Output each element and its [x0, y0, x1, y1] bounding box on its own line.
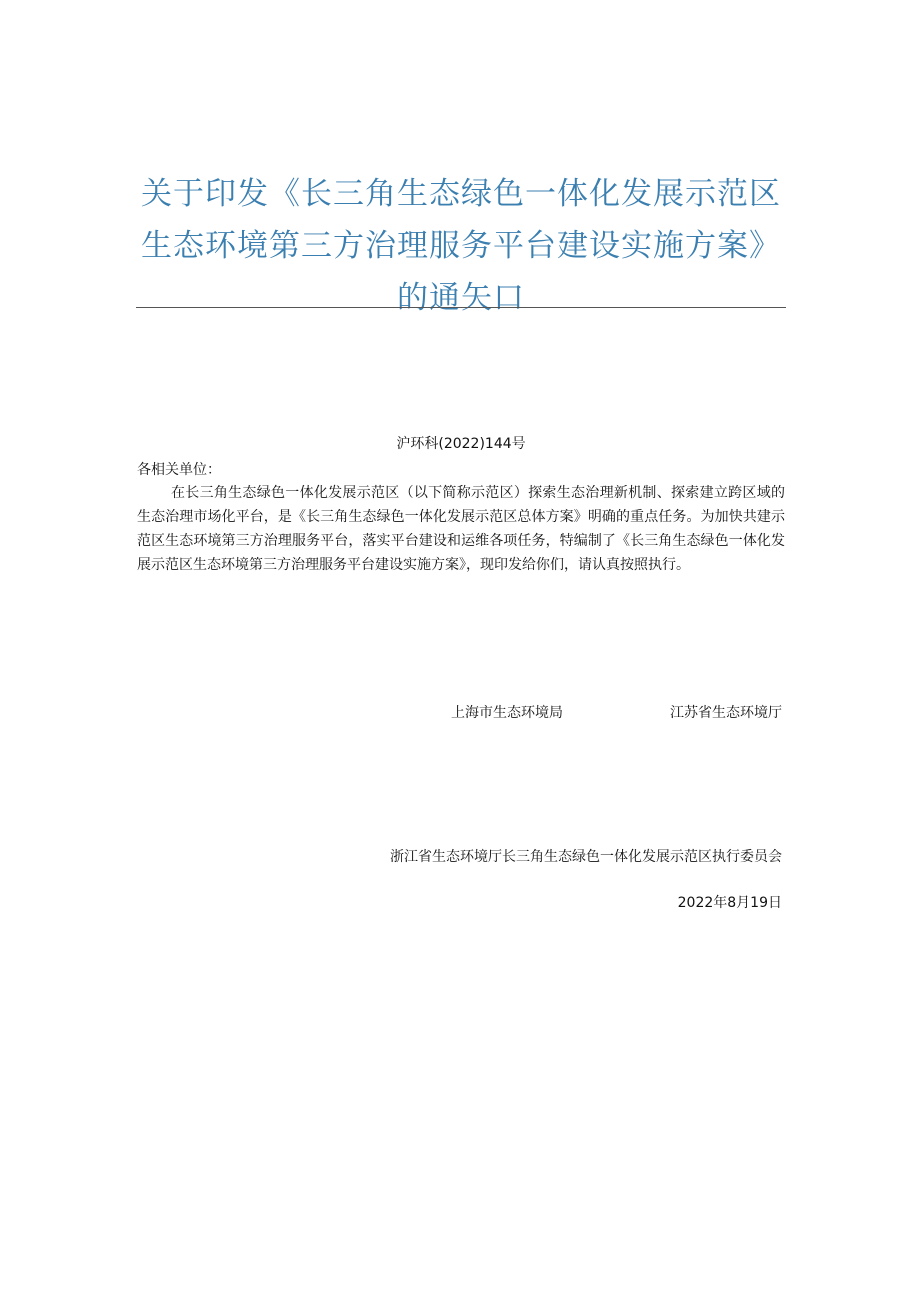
issue-date: 2022年8月19日 [677, 895, 782, 911]
title-divider [136, 307, 786, 308]
body-paragraph: 在长三角生态绿色一体化发展示范区（以下简称示范区）探索生态治理新机制、探索建立跨区域的生态治理市场化平台，是《长三角生态绿色一体化发展示范区总体方案》明确的重点任务。为加快共建示范区生态环境第三方治理服务平台，落实平台建设和运维各项任务，特编制了《长三角生态绿色一体化发展示范区生态环境第三方治理服务平台建设实施方案》，现印发给你们，请认真按照执行。 [137, 485, 785, 573]
document-title: 关于印发《长三角生态绿色一体化发展示范区生态环境第三方治理服务平台建设实施方案》的通矢口 [141, 176, 781, 316]
signatory-zhejiang-committee: 浙江省生态环境厅长三角生态绿色一体化发展示范区执行委员会 [390, 849, 782, 865]
signatory-shanghai: 上海市生态环境局 [451, 705, 563, 721]
salutation: 各相关单位： [137, 462, 221, 478]
document-number: 沪环科(2022)144号 [396, 436, 526, 452]
signatory-jiangsu: 江苏省生态环境厅 [670, 705, 782, 721]
